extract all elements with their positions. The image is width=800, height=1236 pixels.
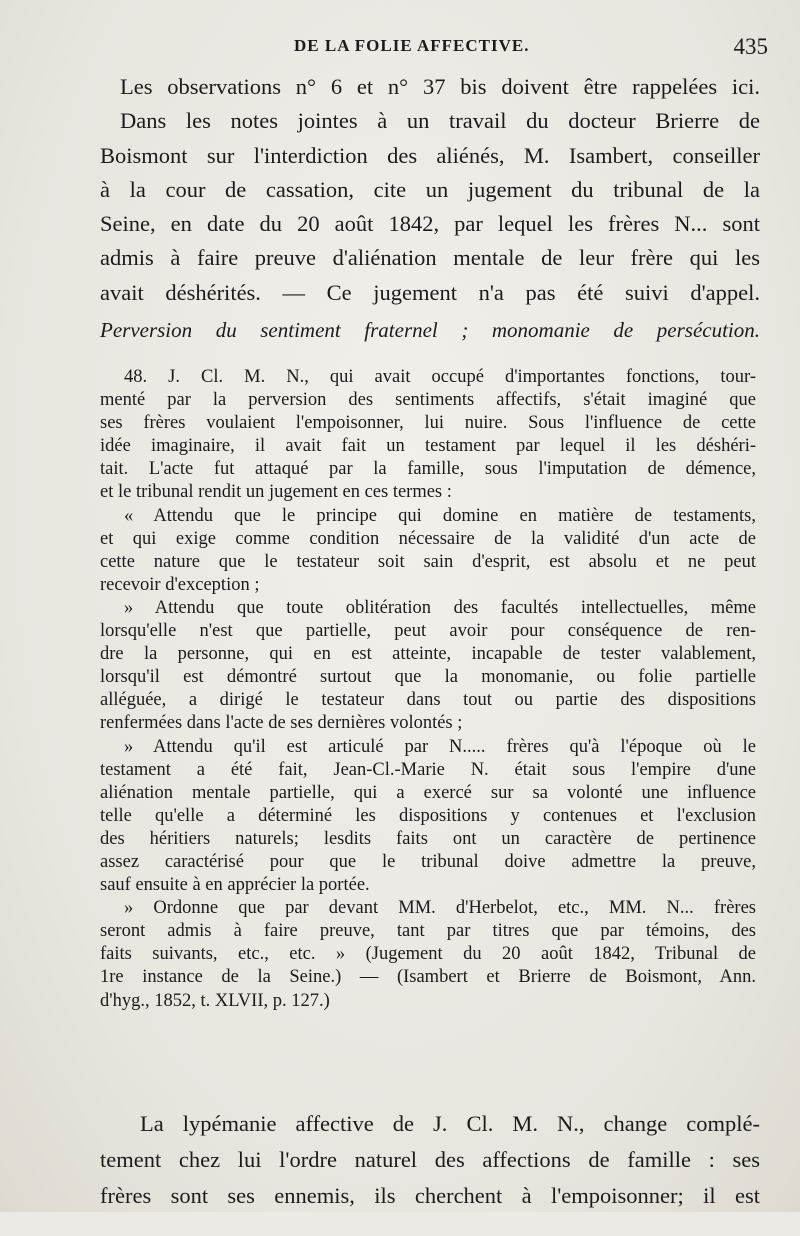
- case-text: [100, 366, 756, 1013]
- text-line: La lypémanie affective de J. Cl. M. N., change complé-: [140, 1110, 760, 1136]
- text-line: alléguée, a dirigé le testateur dans tout ou partie des dispositions: [100, 690, 756, 711]
- intro-paragraph-2: [100, 104, 760, 310]
- text-line: lorsqu'elle n'est que partielle, peut avoir pour conséquence de ren-: [100, 621, 756, 642]
- case-paragraph-1: [100, 366, 756, 505]
- page-number: 435: [733, 34, 768, 59]
- case-paragraph-4: [100, 736, 756, 898]
- text-line: et le tribunal rendit un jugement en ces termes :: [100, 482, 452, 503]
- closing-paragraph: [100, 1106, 760, 1214]
- text-line: frères sont ses ennemis, ils cherchent à l'empoisonner; il est: [100, 1182, 760, 1208]
- text-line: « Attendu que le principe qui domine en matière de testaments,: [124, 505, 756, 526]
- text-line: assez caractérisé pour que le tribunal doive admettre la preuve,: [100, 851, 756, 872]
- text-line: des héritiers naturels; lesdits faits ont un caractère de pertinence: [100, 828, 756, 849]
- text-line: » Attendu qu'il est articulé par N..... frères qu'à l'époque où le: [124, 736, 756, 757]
- text-line: recevoir d'exception ;: [100, 574, 260, 595]
- text-line: à la cour de cassation, cite un jugement du tribunal de la: [100, 176, 760, 202]
- text-line: tait. L'acte fut attaqué par la famille, sous l'imputation de démence,: [100, 459, 756, 480]
- text-line: Boismont sur l'interdiction des aliénés, M. Isambert, conseiller: [100, 142, 760, 168]
- page-header: [100, 34, 768, 64]
- intro-paragraph-1: [100, 70, 760, 104]
- text-line: 1re instance de la Seine.) — (Isambert et Brierre de Boismont, Ann.: [100, 967, 756, 988]
- text-line: menté par la perversion des sentiments affectifs, s'était imaginé que: [100, 390, 756, 411]
- case-paragraph-2: [100, 505, 756, 597]
- section-subheading: Perversion du sentiment fraternel ; monomanie de persécution.: [100, 318, 760, 342]
- text-line: Les observations n° 6 et n° 37 bis doivent être rappelées ici.: [120, 74, 760, 99]
- text-line: admis à faire preuve d'aliénation mentale de leur frère qui les: [100, 245, 760, 271]
- case-paragraph-3: [100, 597, 756, 736]
- text-line: dre la personne, qui en est atteinte, incapable de tester valablement,: [100, 644, 756, 665]
- text-line: aliénation mentale partielle, qui a exercé sur sa volonté une influence: [100, 782, 756, 803]
- closing-text: [100, 1083, 760, 1236]
- text-line: Seine, en date du 20 août 1842, par lequel les frères N... sont: [100, 211, 760, 237]
- text-line: » Attendu que toute oblitération des facultés intellectuelles, même: [124, 597, 756, 618]
- text-line: ses frères voulaient l'empoisonner, lui nuire. Sous l'influence de cette: [100, 413, 756, 434]
- running-head: DE LA FOLIE AFFECTIVE.: [294, 36, 530, 55]
- text-line: testament a été fait, Jean-Cl.-Marie N. était sous l'empire d'une: [100, 759, 756, 780]
- text-line: faits suivants, etc., etc. » (Jugement du 20 août 1842, Tribunal de: [100, 944, 756, 965]
- text-line: lorsqu'il est démontré surtout que la monomanie, ou folie partielle: [100, 667, 756, 688]
- case-paragraph-5: [100, 897, 756, 1012]
- text-line: et qui exige comme condition nécessaire de la validité d'un acte de: [100, 528, 756, 549]
- text-line: Dans les notes jointes à un travail du docteur Brierre de: [120, 108, 760, 134]
- text-line: renfermées dans l'acte de ses dernières volontés ;: [100, 713, 463, 734]
- text-line: d'hyg., 1852, t. XLVII, p. 127.): [100, 990, 330, 1011]
- text-line: sauf ensuite à en apprécier la portée.: [100, 875, 370, 896]
- text-line: seront admis à faire preuve, tant par titres que par témoins, des: [100, 921, 756, 942]
- text-line: tement chez lui l'ordre naturel des affections de famille : ses: [100, 1146, 760, 1172]
- intro-text: [100, 70, 760, 310]
- text-line: 48. J. Cl. M. N., qui avait occupé d'importantes fonctions, tour-: [124, 367, 756, 387]
- text-line: » Ordonne que par devant MM. d'Herbelot, etc., MM. N... frères: [124, 898, 756, 919]
- text-line: avait déshérités. — Ce jugement n'a pas été suivi d'appel.: [100, 279, 760, 305]
- text-line: idée imaginaire, il avait fait un testament par lequel il les déshéri-: [100, 436, 756, 457]
- text-line: cette nature que le testateur soit sain d'esprit, est absolu et ne peut: [100, 551, 756, 572]
- text-line: telle qu'elle a déterminé les dispositions y contenues et l'exclusion: [100, 805, 756, 826]
